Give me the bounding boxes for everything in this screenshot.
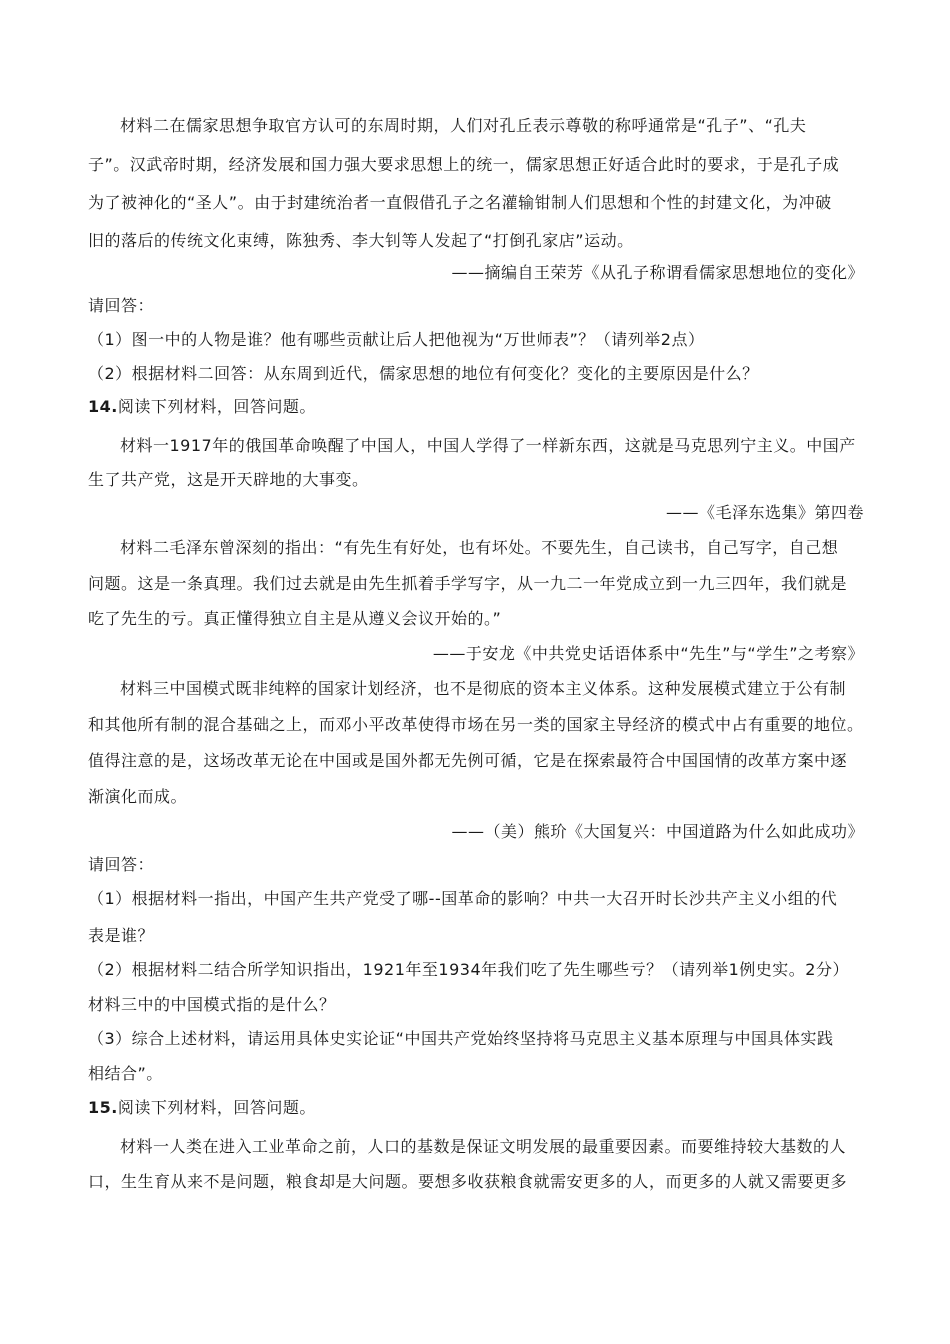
q14-source1: ——《毛泽东选集》第四卷 xyxy=(665,503,864,522)
q14-number: 14. xyxy=(88,397,118,416)
q14-heading-text: 阅读下列材料，回答问题。 xyxy=(117,397,316,416)
q13-material2-line: 子”。汉武帝时期，经济发展和国力强大要求思想上的统一，儒家思想正好适合此时的要求，于是孔子成 xyxy=(88,155,840,174)
q14-material1-line: 生了共产党，这是开天辟地的大事变。 xyxy=(88,470,369,489)
q14-question-1-cont: 表是谁？ xyxy=(88,926,155,945)
q15-heading xyxy=(88,1098,868,1118)
q14-question-3: （3）综合上述材料，请运用具体史实论证“中国共产党始终坚持将马克思主义基本原理与中国具体实践 xyxy=(88,1029,834,1048)
q14-material3-line: 值得注意的是，这场改革无论在中国或是国外都无先例可循，它是在探索最符合中国国情的改革方案中逐 xyxy=(88,751,848,770)
q15-material1-line: 材料一人类在进入工业革命之前，人口的基数是保证文明发展的最重要因素。而要维持较大基数的人 xyxy=(120,1137,847,1156)
q13-source2: ——摘编自王荣芳《从孔子称谓看儒家思想地位的变化》 xyxy=(451,263,864,282)
q14-question-3-cont: 相结合”。 xyxy=(88,1064,163,1083)
q14-material3-line: 材料三中国模式既非纯粹的国家计划经济，也不是彻底的资本主义体系。这种发展模式建立于公有制 xyxy=(120,679,847,698)
q14-material2-line: 问题。这是一条真理。我们过去就是由先生抓着手学写字，从一九二一年党成立到一九三四年，我们就是 xyxy=(88,574,848,593)
q13-question-1: （1）图一中的人物是谁？他有哪些贡献让后人把他视为“万世师表”？（请列举2点） xyxy=(88,330,705,349)
q13-material2-line: 为了被神化的“圣人”。由于封建统治者一直假借孔子之名灌输钳制人们思想和个性的封建文化，为冲破 xyxy=(88,193,832,212)
q15-heading-text: 阅读下列材料，回答问题。 xyxy=(117,1098,316,1117)
q14-material3-line: 渐演化而成。 xyxy=(88,787,188,806)
q14-material1-line: 材料一1917年的俄国革命唤醒了中国人，中国人学得了一样新东西，这就是马克思列宁主义。中国产 xyxy=(120,436,856,455)
q14-source2: ——于安龙《中共党史话语体系中“先生”与“学生”之考察》 xyxy=(432,644,864,663)
q14-heading xyxy=(88,397,868,417)
q15-material1-line: 口，生生育从来不是问题，粮食却是大问题。要想多收获粮食就需安更多的人，而更多的人就又需要更多 xyxy=(88,1172,848,1191)
q14-material2-line: 吃了先生的亏。真正懂得独立自主是从遵义会议开始的。” xyxy=(88,609,502,628)
q14-source3: ——（美）熊玠《大国复兴：中国道路为什么如此成功》 xyxy=(451,822,864,841)
q13-material2-line: 旧的落后的传统文化束缚，陈独秀、李大钊等人发起了“打倒孔家店”运动。 xyxy=(88,231,634,250)
q13-question-2: （2）根据材料二回答：从东周到近代，儒家思想的地位有何变化？变化的主要原因是什么？ xyxy=(88,364,759,383)
q14-question-2: （2）根据材料二结合所学知识指出，1921年至1934年我们吃了先生哪些亏？（请列举1例史实。2分） xyxy=(88,960,849,979)
q14-question-2-cont: 材料三中的中国模式指的是什么？ xyxy=(88,995,336,1014)
q14-material3-line: 和其他所有制的混合基础之上，而邓小平改革使得市场在另一类的国家主导经济的模式中占有重要的地位。 xyxy=(88,715,864,734)
q14-prompt: 请回答： xyxy=(88,855,155,874)
q14-question-1: （1）根据材料一指出，中国产生共产党受了哪--国革命的影响？中共一大召开时长沙共产主义小组的代 xyxy=(88,889,838,908)
q15-number: 15. xyxy=(88,1098,118,1117)
q13-material2-line: 材料二在儒家思想争取官方认可的东周时期，人们对孔丘表示尊敬的称呼通常是“孔子”、“孔夫 xyxy=(120,116,807,135)
q14-material2-line: 材料二毛泽东曾深刻的指出：“有先生有好处，也有坏处。不要先生，自己读书，自己写字，自己想 xyxy=(120,538,839,557)
q13-prompt: 请回答： xyxy=(88,296,155,315)
